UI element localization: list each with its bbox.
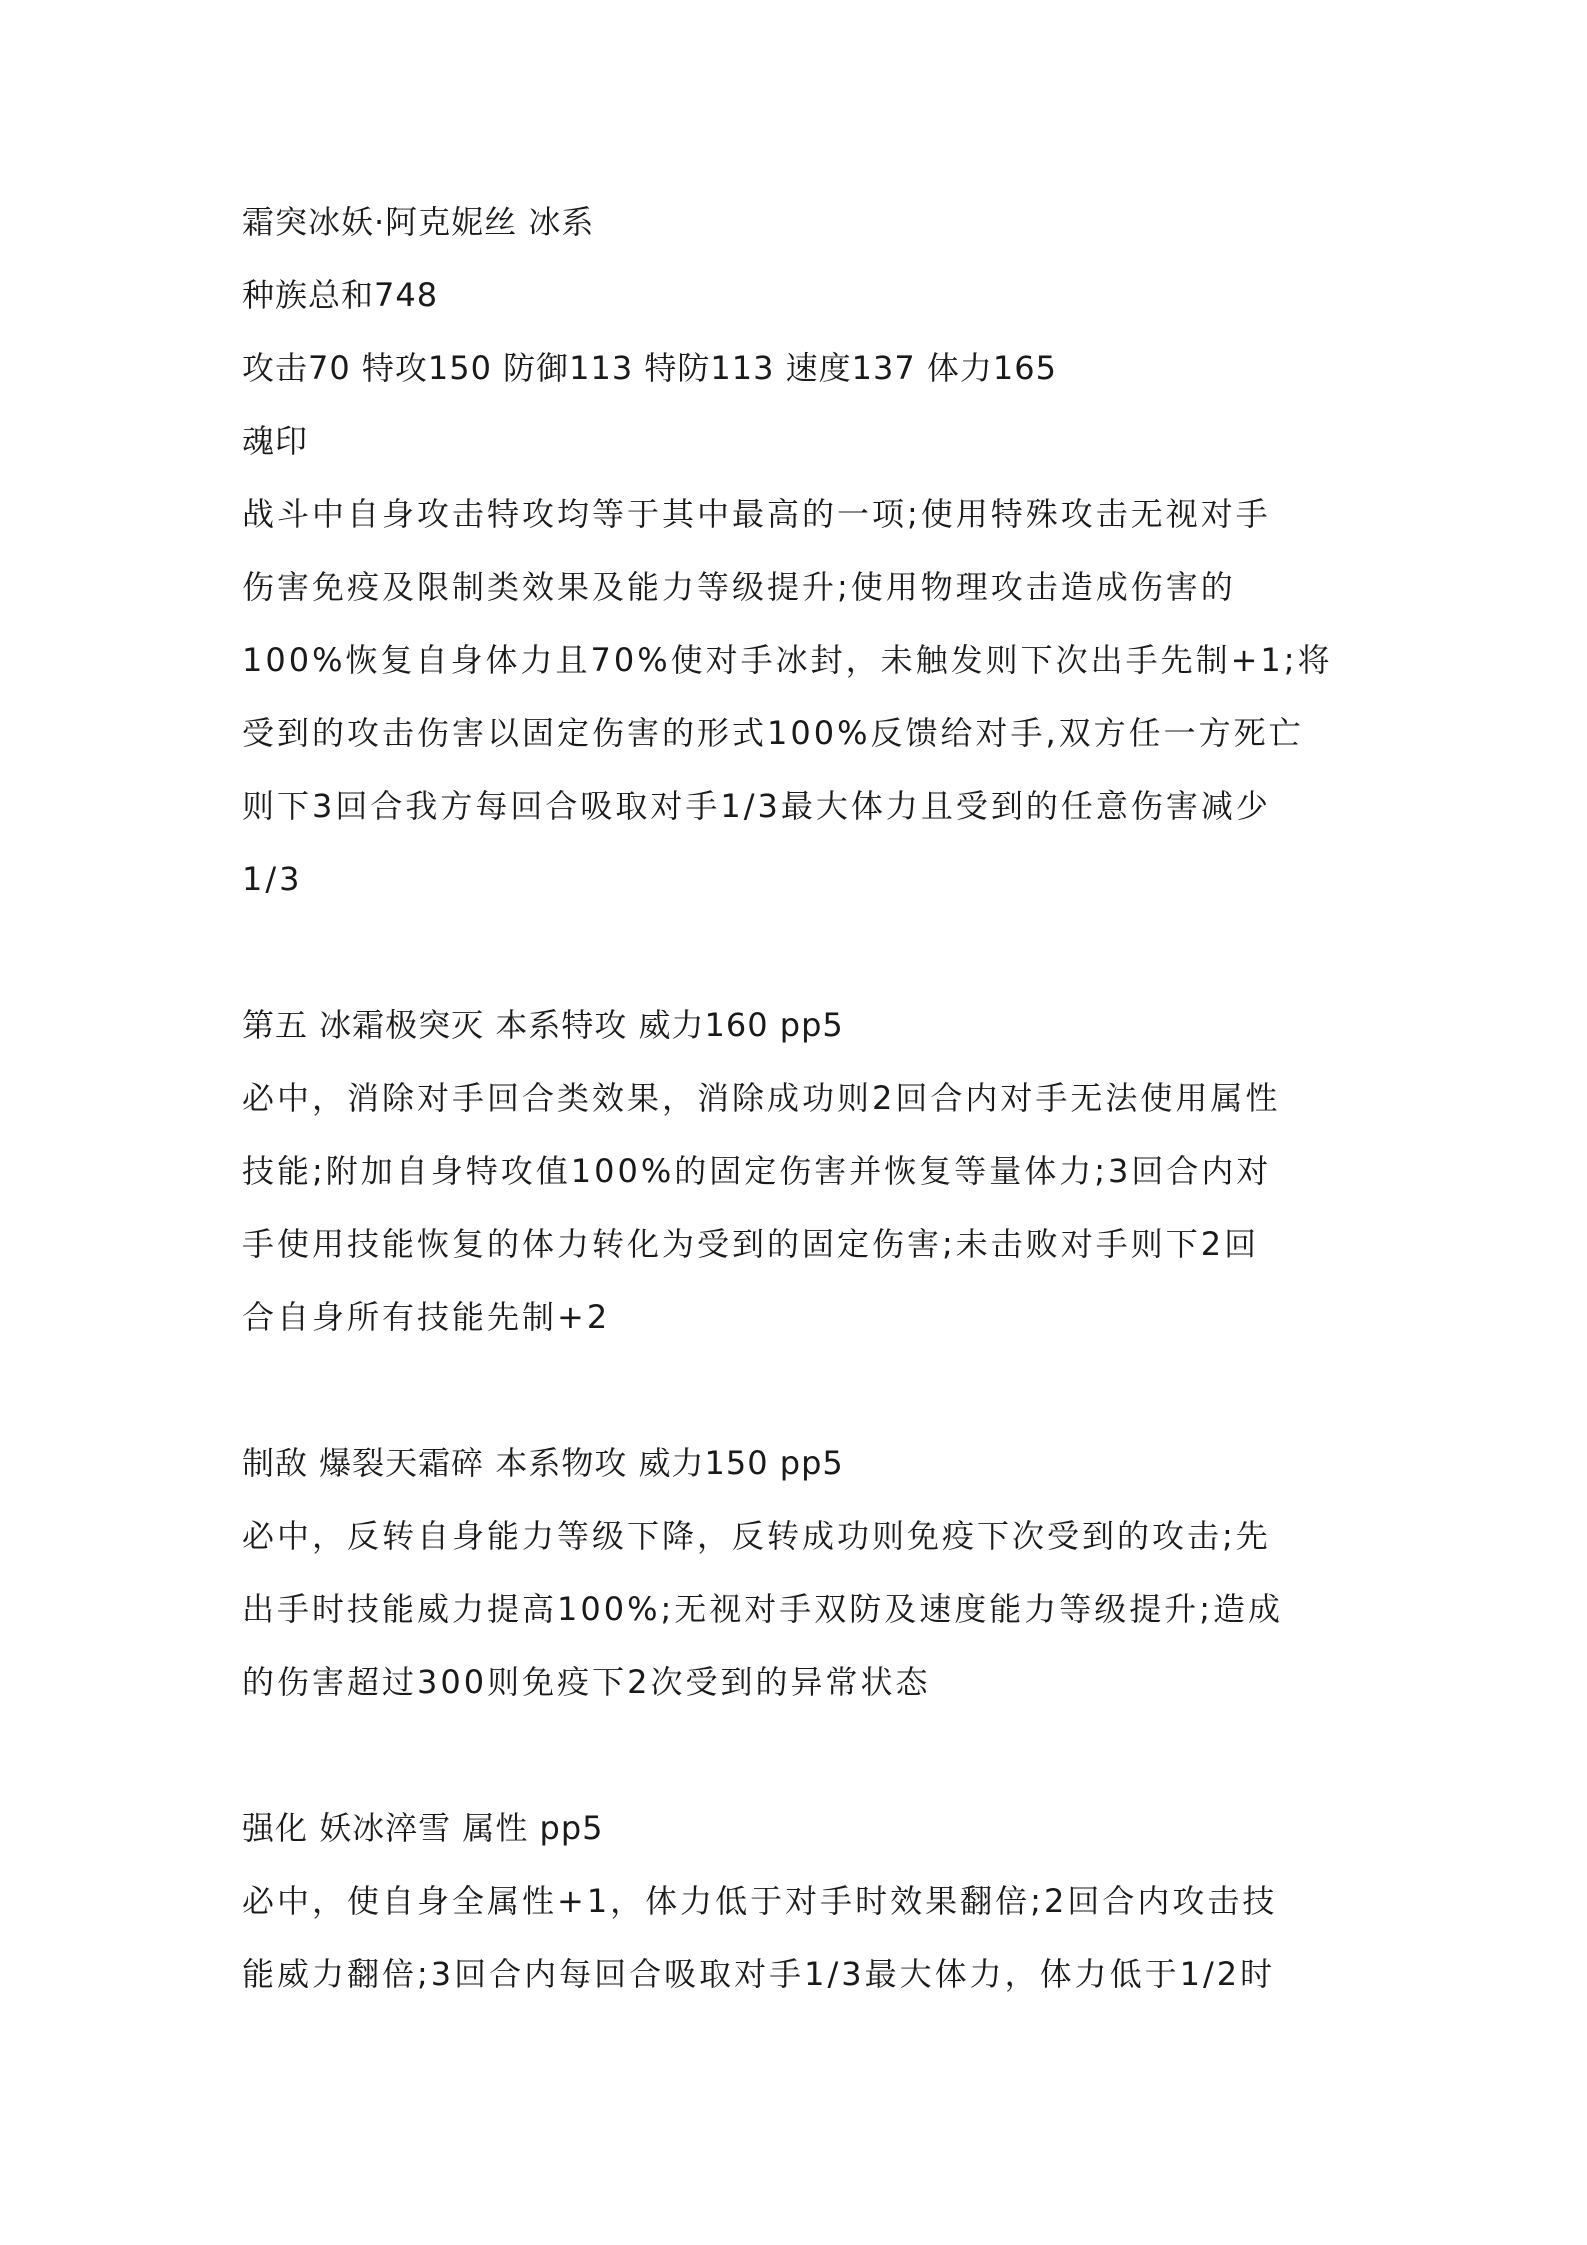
skill-header: 强化 妖冰淬雪 属性 pp5 xyxy=(242,1809,604,1847)
skill-header: 第五 冰霜极突灭 本系特攻 威力160 pp5 xyxy=(242,1006,844,1044)
skill-description-line: 必中，反转自身能力等级下降，反转成功则免疫下次受到的攻击;先 xyxy=(242,1517,1271,1555)
skill-description-line: 能威力翻倍;3回合内每回合吸取对手1/3最大体力，体力低于1/2时 xyxy=(242,1955,1276,1993)
soul-mark-line: 伤害免疫及限制类效果及能力等级提升;使用物理攻击造成伤害的 xyxy=(242,568,1236,606)
section-gap xyxy=(242,1719,1362,1792)
skill-block-finisher xyxy=(242,1427,1362,1719)
soul-mark-line: 战斗中自身攻击特攻均等于其中最高的一项;使用特殊攻击无视对手 xyxy=(242,495,1271,533)
section-gap xyxy=(242,1354,1362,1427)
skill-description-line: 合自身所有技能先制+2 xyxy=(242,1298,611,1336)
character-name-line: 霜突冰妖·阿克妮丝 冰系 xyxy=(242,203,595,241)
skill-description-line: 技能;附加自身特攻值100%的固定伤害并恢复等量体力;3回合内对 xyxy=(242,1152,1272,1190)
soul-mark-title: 魂印 xyxy=(242,422,309,460)
soul-mark-line: 100%恢复自身体力且70%使对手冰封，未触发则下次出手先制+1;将 xyxy=(242,641,1333,679)
soul-mark-line: 1/3 xyxy=(242,860,303,898)
skill-description-line: 的伤害超过300则免疫下2次受到的异常状态 xyxy=(242,1663,931,1701)
stats-line: 攻击70 特攻150 防御113 特防113 速度137 体力165 xyxy=(242,349,1057,387)
section-gap xyxy=(242,916,1362,989)
soul-mark-description xyxy=(242,478,1362,916)
skill-description-line: 必中，消除对手回合类效果，消除成功则2回合内对手无法使用属性 xyxy=(242,1079,1281,1117)
skill-description-line: 手使用技能恢复的体力转化为受到的固定伤害;未击败对手则下2回 xyxy=(242,1225,1260,1263)
skill-block-buff xyxy=(242,1792,1362,2011)
race-total-line: 种族总和748 xyxy=(242,276,439,314)
document-content xyxy=(242,186,1362,2011)
skill-description-line: 出手时技能威力提高100%;无视对手双防及速度能力等级提升;造成 xyxy=(242,1590,1284,1628)
soul-mark-line: 则下3回合我方每回合吸取对手1/3最大体力且受到的任意伤害减少 xyxy=(242,787,1271,825)
soul-mark-line: 受到的攻击伤害以固定伤害的形式100%反馈给对手,双方任一方死亡 xyxy=(242,714,1304,752)
skill-header: 制敌 爆裂天霜碎 本系物攻 威力150 pp5 xyxy=(242,1444,844,1482)
skill-description-line: 必中，使自身全属性+1，体力低于对手时效果翻倍;2回合内攻击技 xyxy=(242,1882,1278,1920)
skill-block-fifth xyxy=(242,989,1362,1354)
